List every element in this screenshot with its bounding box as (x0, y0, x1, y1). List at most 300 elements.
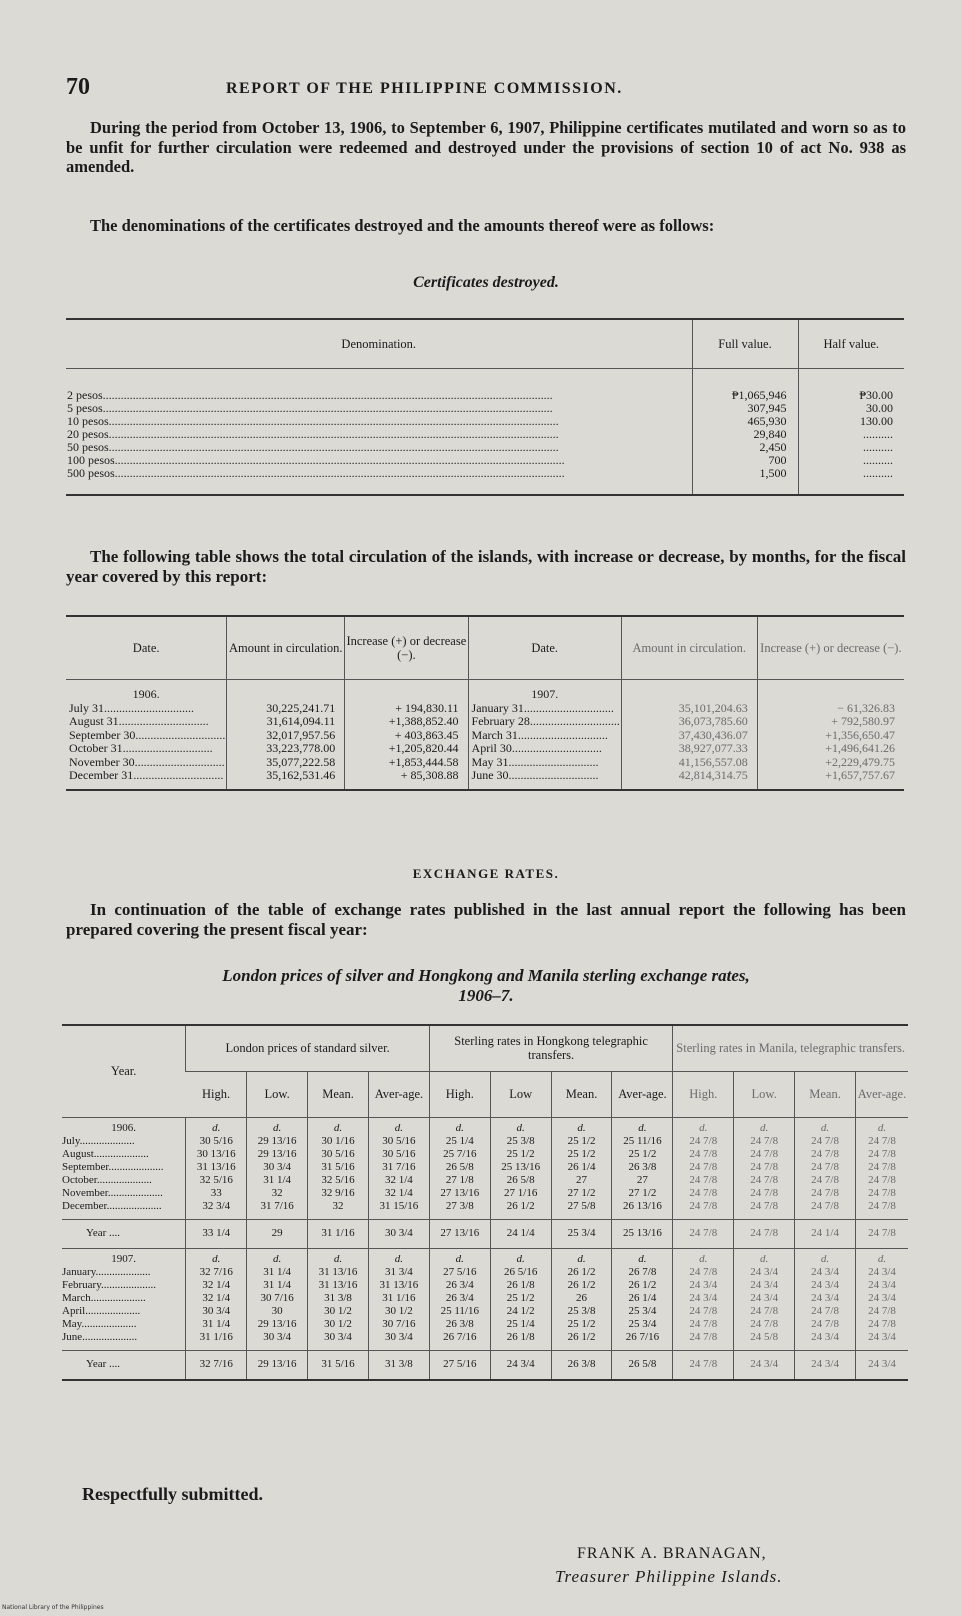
rate-column (368, 1117, 429, 1219)
rate-value: 24 7/8 (750, 1134, 779, 1147)
change: +1,356,650.47 (825, 727, 895, 742)
rate-value: 27 (576, 1173, 588, 1186)
rate-value: 31 1/16 (199, 1330, 233, 1343)
unit-label: d. (638, 1252, 647, 1265)
rate-value: 24 7/8 (868, 1304, 896, 1317)
rate-value: 24 7/8 (750, 1199, 779, 1212)
rate-value: 24 7/8 (868, 1134, 896, 1147)
rate-value: 25 1/2 (506, 1291, 535, 1304)
rate-value: 24 7/8 (811, 1160, 839, 1173)
page-header (66, 74, 896, 104)
unit-label: d. (333, 1252, 343, 1265)
unit-label: d. (638, 1121, 647, 1134)
rate-value: 30 13/16 (196, 1147, 236, 1160)
date-row: May 31.............................. (471, 755, 599, 769)
month-label: December.................... (62, 1199, 162, 1212)
rate-value: 24 7/8 (750, 1173, 779, 1186)
year-summary-value: 29 13/16 (247, 1350, 308, 1380)
amount: 35,101,204.63 (678, 700, 748, 715)
year-summary-value: 27 13/16 (429, 1219, 490, 1248)
rate-column (734, 1117, 795, 1219)
sub-header: High. (673, 1071, 734, 1117)
certificates-table (66, 318, 904, 496)
rate-value: 24 3/4 (868, 1330, 896, 1343)
unit-label: d. (877, 1252, 887, 1265)
year-summary-value: 25 13/16 (612, 1219, 673, 1248)
rate-value: 24 7/8 (689, 1330, 718, 1343)
rate-value: 31 1/4 (202, 1317, 231, 1330)
rate-value: 24 7/8 (689, 1173, 718, 1186)
change: + 194,830.11 (395, 700, 459, 715)
rate-value: 24 3/4 (689, 1278, 718, 1291)
month-label: October.................... (62, 1173, 152, 1186)
rate-value: 25 3/4 (628, 1317, 657, 1330)
year-summary-value: 25 3/4 (551, 1219, 612, 1248)
sub-header: High. (429, 1071, 490, 1117)
rate-value: 27 5/8 (567, 1199, 596, 1212)
rate-value: 24 3/4 (868, 1265, 896, 1278)
rate-value: 25 1/2 (567, 1147, 596, 1160)
group-hongkong: Sterling rates in Hongkong telegraphic transfers. (429, 1025, 673, 1071)
month-label: May.................... (62, 1317, 137, 1330)
month-label: March.................... (62, 1291, 146, 1304)
certificates-caption: Certificates destroyed. (413, 274, 559, 291)
rate-value: 29 13/16 (257, 1147, 297, 1160)
change: + 792,580.97 (831, 714, 895, 728)
exchange-rates-table (62, 1024, 908, 1381)
rate-value: 24 1/2 (506, 1304, 535, 1317)
rate-column (247, 1117, 308, 1219)
date-row: June 30.............................. (471, 769, 599, 782)
rate-value: 24 7/8 (750, 1186, 779, 1199)
unit-label: d. (273, 1252, 282, 1265)
date-row: January 31.............................. (471, 701, 614, 715)
sub-header: Aver-age. (612, 1071, 673, 1117)
rate-value: 30 5/16 (199, 1134, 233, 1147)
rate-value: 27 1/8 (445, 1173, 474, 1186)
sub-header: Mean. (308, 1071, 369, 1117)
date-row: October 31.............................. (69, 742, 213, 755)
rate-value: 26 1/2 (567, 1330, 596, 1343)
rate-value: 26 5/16 (504, 1265, 538, 1278)
rate-value: 24 7/8 (868, 1317, 896, 1330)
year-label: 1907. (111, 1252, 137, 1265)
year-summary-value: 24 7/8 (673, 1219, 734, 1248)
rate-value: 32 5/16 (321, 1173, 355, 1186)
rate-value: 27 13/16 (440, 1186, 480, 1199)
rate-value: 26 5/8 (445, 1160, 474, 1173)
unit-label: d. (212, 1121, 221, 1134)
date-row: November 30.............................. (69, 755, 225, 769)
rate-column (734, 1248, 795, 1350)
rate-value: 32 5/16 (199, 1173, 233, 1186)
rate-value: 30 7/16 (382, 1317, 416, 1330)
rate-value: 32 (332, 1199, 344, 1212)
rate-value: 31 13/16 (318, 1278, 358, 1291)
scan-footnote: National Library of the Philippines (2, 1604, 104, 1611)
rate-value: 24 7/8 (689, 1317, 718, 1330)
half-value-blank: .......... (863, 453, 893, 467)
rate-value: 32 1/4 (385, 1186, 413, 1199)
year-label: 1907. (531, 687, 559, 701)
rate-column (368, 1248, 429, 1350)
sub-header: Aver-age. (855, 1071, 908, 1117)
year-summary-value: 32 7/16 (186, 1350, 247, 1380)
exchange-caption-line-1: London prices of silver and Hongkong and Manila sterling exchange rates, (222, 966, 750, 985)
rate-column (429, 1117, 490, 1219)
unit-label: d. (394, 1252, 404, 1265)
sub-header: Aver-age. (368, 1071, 429, 1117)
year-summary-value: 33 1/4 (186, 1219, 247, 1248)
denomination-row: 500 pesos...................................................................................................................................................... (67, 467, 565, 480)
rate-value: 31 1/4 (263, 1173, 292, 1186)
rate-value: 25 13/16 (501, 1160, 541, 1173)
rate-value: 24 7/8 (868, 1147, 896, 1160)
rate-value: 30 3/4 (202, 1304, 231, 1317)
rate-value: 30 1/2 (324, 1317, 352, 1330)
year-block-row (62, 1117, 908, 1219)
date-row: March 31.............................. (471, 728, 608, 742)
full-value: 29,840 (753, 427, 787, 441)
rate-value: 26 1/2 (567, 1278, 596, 1291)
denomination-row: 2 pesos...................................................................................................................................................... (67, 389, 553, 402)
rate-column (855, 1248, 908, 1350)
rate-value: 26 7/8 (628, 1265, 657, 1278)
rate-value: 31 1/4 (263, 1278, 292, 1291)
col-amount: Amount in circulation. (227, 616, 345, 680)
rate-value: 24 7/8 (689, 1199, 718, 1212)
col-date: Date. (468, 616, 621, 680)
rate-column (795, 1248, 856, 1350)
changes-1906 (345, 680, 468, 790)
rate-column (186, 1117, 247, 1219)
month-label: April.................... (62, 1304, 141, 1317)
year-summary-value: 31 5/16 (308, 1350, 369, 1380)
rate-column (795, 1117, 856, 1219)
rate-value: 30 5/16 (382, 1134, 416, 1147)
unit-label: d. (455, 1252, 464, 1265)
unit-label: d. (699, 1121, 708, 1134)
col-date: Date. (66, 616, 227, 680)
rate-value: 25 11/16 (440, 1304, 479, 1317)
change: − 61,326.83 (837, 700, 895, 715)
month-label: August.................... (62, 1147, 149, 1160)
unit-label: d. (820, 1121, 830, 1134)
year-summary-value: 27 5/16 (429, 1350, 490, 1380)
date-row: December 31.............................. (69, 769, 224, 782)
amount: 38,927,077.33 (678, 741, 748, 755)
year-summary-label: Year .... (62, 1350, 186, 1380)
rate-value: 30 7/16 (260, 1291, 294, 1304)
rate-value: 31 3/8 (324, 1291, 352, 1304)
month-label: January.................... (62, 1265, 151, 1278)
rate-value: 24 7/8 (868, 1199, 896, 1212)
rate-value: 27 3/8 (445, 1199, 474, 1212)
month-label: September.................... (62, 1160, 164, 1173)
year-summary-value: 24 3/4 (490, 1350, 551, 1380)
rate-value: 25 7/16 (443, 1147, 477, 1160)
unit-label: d. (699, 1252, 708, 1265)
full-value: 700 (768, 453, 787, 467)
col-year: Year. (62, 1025, 186, 1117)
year-summary-label: Year .... (62, 1219, 186, 1248)
rate-value: 31 1/4 (263, 1265, 292, 1278)
rate-value: 24 7/8 (868, 1186, 896, 1199)
rate-value: 26 5/8 (506, 1173, 535, 1186)
rate-value: 26 1/2 (628, 1278, 657, 1291)
rate-column (855, 1117, 908, 1219)
rate-value: 25 1/2 (567, 1134, 596, 1147)
denomination-row: 10 pesos...................................................................................................................................................... (67, 415, 559, 428)
unit-label: d. (333, 1121, 343, 1134)
full-value-cell (692, 369, 798, 496)
rate-value: 27 1/16 (504, 1186, 538, 1199)
year-summary-value: 30 3/4 (368, 1219, 429, 1248)
denomination-row: 5 pesos...................................................................................................................................................... (67, 402, 553, 415)
year-summary-row (62, 1350, 908, 1380)
rate-value: 31 13/16 (379, 1278, 419, 1291)
date-row: July 31.............................. (69, 701, 195, 715)
unit-label: d. (516, 1252, 525, 1265)
rate-value: 25 1/2 (628, 1147, 657, 1160)
col-amount: Amount in circulation. (621, 616, 757, 680)
rate-value: 32 1/4 (202, 1278, 231, 1291)
half-value-blank: .......... (863, 466, 893, 480)
full-value: 1,500 (759, 466, 787, 480)
rate-value: 29 13/16 (257, 1134, 297, 1147)
sub-header: Low. (247, 1071, 308, 1117)
rate-value: 26 1/8 (506, 1278, 535, 1291)
unit-label: d. (273, 1121, 282, 1134)
year-label: 1906. (111, 1121, 137, 1134)
intro-paragraph-1: During the period from October 13, 1906, to September 6, 1907, Philippine certificates mutilated and worn so as to be unfit for further circulation were redeemed and destroyed under the provisions of section 10 of act No. 938 as amended. (66, 118, 906, 176)
unit-label: d. (455, 1121, 464, 1134)
unit-label: d. (212, 1252, 221, 1265)
rate-value: 24 3/4 (750, 1291, 779, 1304)
year-summary-row (62, 1219, 908, 1248)
rate-value: 27 1/2 (628, 1186, 657, 1199)
rate-value: 24 7/8 (750, 1304, 779, 1317)
rate-value: 24 7/8 (811, 1199, 839, 1212)
rate-value: 32 3/4 (202, 1199, 231, 1212)
rate-column (612, 1248, 673, 1350)
rate-value: 31 1/16 (382, 1291, 416, 1304)
rate-value: 30 1/2 (385, 1304, 413, 1317)
col-full-value: Full value. (692, 319, 798, 369)
rate-value: 30 1/2 (324, 1304, 352, 1317)
date-row: April 30.............................. (471, 742, 602, 755)
full-value: 2,450 (759, 440, 787, 454)
rate-value: 26 3/8 (628, 1160, 657, 1173)
rate-value: 24 3/4 (811, 1278, 839, 1291)
year-summary-value: 24 3/4 (734, 1350, 795, 1380)
half-value-blank: .......... (863, 427, 893, 441)
rate-value: 30 5/16 (321, 1147, 355, 1160)
rate-value: 30 (271, 1304, 283, 1317)
rate-value: 25 3/8 (567, 1304, 596, 1317)
year-summary-value: 24 7/8 (855, 1219, 908, 1248)
rate-value: 24 7/8 (689, 1147, 718, 1160)
running-title: REPORT OF THE PHILIPPINE COMMISSION. (226, 80, 623, 97)
change: +1,388,852.40 (388, 714, 459, 728)
rate-value: 31 3/4 (385, 1265, 413, 1278)
rate-value: 26 1/2 (506, 1199, 535, 1212)
unit-label: d. (516, 1121, 525, 1134)
denomination-row: 50 pesos...................................................................................................................................................... (67, 441, 559, 454)
rate-value: 31 13/16 (196, 1160, 236, 1173)
unit-label: d. (760, 1121, 769, 1134)
rate-value: 25 3/4 (628, 1304, 657, 1317)
rate-value: 25 1/4 (445, 1134, 474, 1147)
rate-value: 27 5/16 (443, 1265, 477, 1278)
rate-value: 24 3/4 (868, 1278, 896, 1291)
rate-value: 26 3/4 (445, 1278, 474, 1291)
month-labels (62, 1248, 186, 1350)
denomination-row: 20 pesos...................................................................................................................................................... (67, 428, 559, 441)
unit-label: d. (577, 1252, 586, 1265)
circulation-intro: The following table shows the total circulation of the islands, with increase or decrease, by months, for the fiscal year covered by this report: (66, 547, 906, 586)
changes-1907 (757, 680, 904, 790)
amount: 30,225,241.71 (266, 700, 336, 715)
rate-value: 26 7/16 (443, 1330, 477, 1343)
change: +1,853,444.58 (388, 754, 459, 769)
rate-column (308, 1117, 369, 1219)
month-label: July.................... (62, 1134, 135, 1147)
rate-value: 30 3/4 (385, 1330, 413, 1343)
change: +1,657,757.67 (825, 768, 895, 782)
denomination-row: 100 pesos...................................................................................................................................................... (67, 454, 565, 467)
rate-column (673, 1117, 734, 1219)
month-label: November.................... (62, 1186, 163, 1199)
year-summary-value: 31 1/16 (308, 1219, 369, 1248)
rate-value: 26 1/2 (567, 1265, 596, 1278)
rate-column (429, 1248, 490, 1350)
rate-value: 30 3/4 (324, 1330, 352, 1343)
year-summary-value: 24 1/4 (490, 1219, 551, 1248)
dates-1906 (66, 680, 227, 790)
rate-value: 32 7/16 (199, 1265, 233, 1278)
change: +2,229,479.75 (825, 754, 895, 769)
col-half-value: Half value. (798, 319, 904, 369)
rate-value: 27 1/2 (567, 1186, 596, 1199)
rate-value: 26 1/4 (628, 1291, 657, 1304)
rate-value: 24 7/8 (868, 1173, 896, 1186)
amount: 37,430,436.07 (678, 727, 748, 742)
amount: 33,223,778.00 (266, 741, 336, 755)
year-summary-value: 26 5/8 (612, 1350, 673, 1380)
rate-value: 25 1/4 (506, 1317, 535, 1330)
rate-value: 24 7/8 (811, 1317, 839, 1330)
year-summary-value: 24 1/4 (795, 1219, 856, 1248)
half-value: 130.00 (860, 414, 893, 428)
rate-value: 30 1/16 (321, 1134, 355, 1147)
exchange-intro: In continuation of the table of exchange rates published in the last annual report the following has been prepared covering the present fiscal year: (66, 900, 906, 939)
rate-value: 26 3/8 (445, 1317, 474, 1330)
unit-label: d. (820, 1252, 830, 1265)
col-change: Increase (+) or decrease (−). (345, 616, 468, 680)
rate-value: 25 1/2 (506, 1147, 535, 1160)
amount: 42,814,314.75 (678, 768, 748, 782)
change: +1,205,820.44 (388, 741, 459, 755)
change: +1,496,641.26 (825, 741, 895, 755)
rate-value: 29 13/16 (257, 1317, 297, 1330)
full-value: 307,945 (747, 401, 787, 415)
rate-value: 24 7/8 (811, 1134, 839, 1147)
year-block-row (62, 1248, 908, 1350)
rate-value: 26 (576, 1291, 588, 1304)
amounts-1906 (227, 680, 345, 790)
rate-value: 24 3/4 (689, 1291, 718, 1304)
year-summary-value: 24 7/8 (734, 1219, 795, 1248)
rate-value: 32 1/4 (202, 1291, 231, 1304)
month-label: June.................... (62, 1330, 138, 1343)
rate-value: 25 3/8 (506, 1134, 535, 1147)
date-row: February 28.............................. (471, 715, 620, 728)
col-denomination: Denomination. (66, 319, 692, 369)
rate-column (551, 1117, 612, 1219)
date-row: August 31.............................. (69, 715, 209, 728)
col-change: Increase (+) or decrease (−). (757, 616, 904, 680)
half-value: 30.00 (866, 401, 893, 415)
sub-header: Low (490, 1071, 551, 1117)
full-value: 465,930 (747, 414, 787, 428)
rate-value: 31 13/16 (318, 1265, 358, 1278)
rate-value: 24 7/8 (750, 1317, 779, 1330)
amount: 32,017,957.56 (266, 727, 336, 742)
unit-label: d. (394, 1121, 404, 1134)
amount: 41,156,557.08 (678, 754, 748, 769)
signature-name: FRANK A. BRANAGAN, (577, 1545, 767, 1562)
full-value: ₱1,065,946 (731, 388, 787, 402)
rate-value: 30 3/4 (263, 1330, 292, 1343)
unit-label: d. (577, 1121, 586, 1134)
rate-value: 24 3/4 (811, 1265, 839, 1278)
rate-column (308, 1248, 369, 1350)
circulation-table (66, 615, 904, 791)
rate-value: 24 7/8 (689, 1304, 718, 1317)
page-number: 70 (66, 74, 90, 100)
rate-column (551, 1248, 612, 1350)
group-london-silver: London prices of standard silver. (186, 1025, 430, 1071)
amount: 31,614,094.11 (266, 714, 336, 728)
rate-value: 24 3/4 (811, 1330, 839, 1343)
change: + 85,308.88 (400, 768, 459, 782)
exchange-heading: EXCHANGE RATES. (412, 866, 560, 881)
rate-value: 24 7/8 (689, 1134, 718, 1147)
month-label: February.................... (62, 1278, 156, 1291)
sub-header: Mean. (795, 1071, 856, 1117)
sub-header: Mean. (551, 1071, 612, 1117)
rate-value: 30 5/16 (382, 1147, 416, 1160)
rate-value: 24 7/8 (811, 1147, 839, 1160)
year-summary-value: 26 3/8 (551, 1350, 612, 1380)
rate-value: 31 5/16 (321, 1160, 355, 1173)
half-value-blank: .......... (863, 440, 893, 454)
rate-column (247, 1248, 308, 1350)
unit-label: d. (877, 1121, 887, 1134)
rate-value: 24 3/4 (868, 1291, 896, 1304)
group-manila: Sterling rates in Manila, telegraphic transfers. (673, 1025, 908, 1071)
rate-value: 30 3/4 (263, 1160, 292, 1173)
rate-value: 32 1/4 (385, 1173, 413, 1186)
year-label: 1906. (132, 687, 160, 701)
rate-column (490, 1117, 551, 1219)
sub-header: Low. (734, 1071, 795, 1117)
year-summary-value: 24 7/8 (673, 1350, 734, 1380)
dates-1907 (468, 680, 621, 790)
rate-value: 24 7/8 (689, 1160, 718, 1173)
rate-value: 31 15/16 (379, 1199, 419, 1212)
